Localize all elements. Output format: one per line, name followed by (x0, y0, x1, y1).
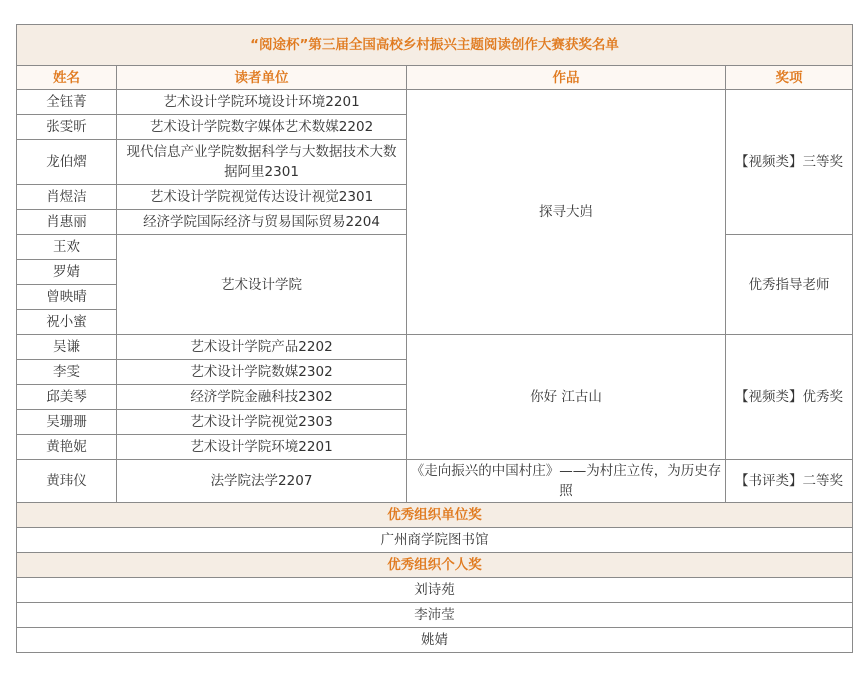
cell-name: 全钰菁 (17, 90, 117, 115)
cell-name: 曾映晴 (17, 285, 117, 310)
cell-unit: 现代信息产业学院数据科学与大数据技术大数据阿里2301 (117, 140, 407, 185)
cell-name: 邱美琴 (17, 385, 117, 410)
award-table (16, 24, 853, 653)
header-row (17, 66, 853, 90)
cell-award: 优秀指导老师 (726, 235, 853, 335)
table-row (17, 603, 853, 628)
cell-unit: 艺术设计学院 (117, 235, 407, 335)
table-row (17, 90, 853, 115)
org-person-name: 刘诗苑 (17, 578, 853, 603)
cell-name: 肖惠丽 (17, 210, 117, 235)
org-unit-name: 广州商学院图书馆 (17, 528, 853, 553)
header-award: 奖项 (726, 66, 853, 90)
cell-unit: 艺术设计学院环境2201 (117, 435, 407, 460)
cell-name: 龙伯熠 (17, 140, 117, 185)
header-unit: 读者单位 (117, 66, 407, 90)
cell-name: 罗婧 (17, 260, 117, 285)
table-title: “阅途杯”第三届全国高校乡村振兴主题阅读创作大赛获奖名单 (17, 25, 853, 66)
header-name: 姓名 (17, 66, 117, 90)
cell-award: 【视频类】三等奖 (726, 90, 853, 235)
table-row (17, 528, 853, 553)
cell-name: 王欢 (17, 235, 117, 260)
cell-unit: 艺术设计学院产品2202 (117, 335, 407, 360)
header-work: 作品 (407, 66, 726, 90)
cell-name: 黄玮仪 (17, 460, 117, 503)
table-row (17, 335, 853, 360)
cell-name: 肖煜洁 (17, 185, 117, 210)
cell-work: 探寻大岿 (407, 90, 726, 335)
cell-work: 你好 江古山 (407, 335, 726, 460)
org-person-name: 李沛莹 (17, 603, 853, 628)
table-row (17, 628, 853, 653)
cell-unit: 艺术设计学院数字媒体艺术数媒2202 (117, 115, 407, 140)
org-person-name: 姚婧 (17, 628, 853, 653)
section-heading-org-person: 优秀组织个人奖 (17, 553, 853, 578)
cell-unit: 艺术设计学院视觉2303 (117, 410, 407, 435)
cell-award: 【书评类】二等奖 (726, 460, 853, 503)
cell-unit: 艺术设计学院环境设计环境2201 (117, 90, 407, 115)
table-row (17, 460, 853, 503)
section-row (17, 503, 853, 528)
cell-unit: 经济学院金融科技2302 (117, 385, 407, 410)
cell-unit: 艺术设计学院数媒2302 (117, 360, 407, 385)
cell-name: 吴谦 (17, 335, 117, 360)
cell-name: 黄艳妮 (17, 435, 117, 460)
cell-name: 祝小蜜 (17, 310, 117, 335)
cell-award: 【视频类】优秀奖 (726, 335, 853, 460)
title-row (17, 25, 853, 66)
cell-unit: 经济学院国际经济与贸易国际贸易2204 (117, 210, 407, 235)
section-heading-org-unit: 优秀组织单位奖 (17, 503, 853, 528)
cell-name: 李雯 (17, 360, 117, 385)
cell-name: 张雯昕 (17, 115, 117, 140)
cell-name: 吴珊珊 (17, 410, 117, 435)
cell-unit: 法学院法学2207 (117, 460, 407, 503)
table-row (17, 578, 853, 603)
cell-work: 《走向振兴的中国村庄》——为村庄立传，为历史存照 (407, 460, 726, 503)
section-row (17, 553, 853, 578)
cell-unit: 艺术设计学院视觉传达设计视觉2301 (117, 185, 407, 210)
